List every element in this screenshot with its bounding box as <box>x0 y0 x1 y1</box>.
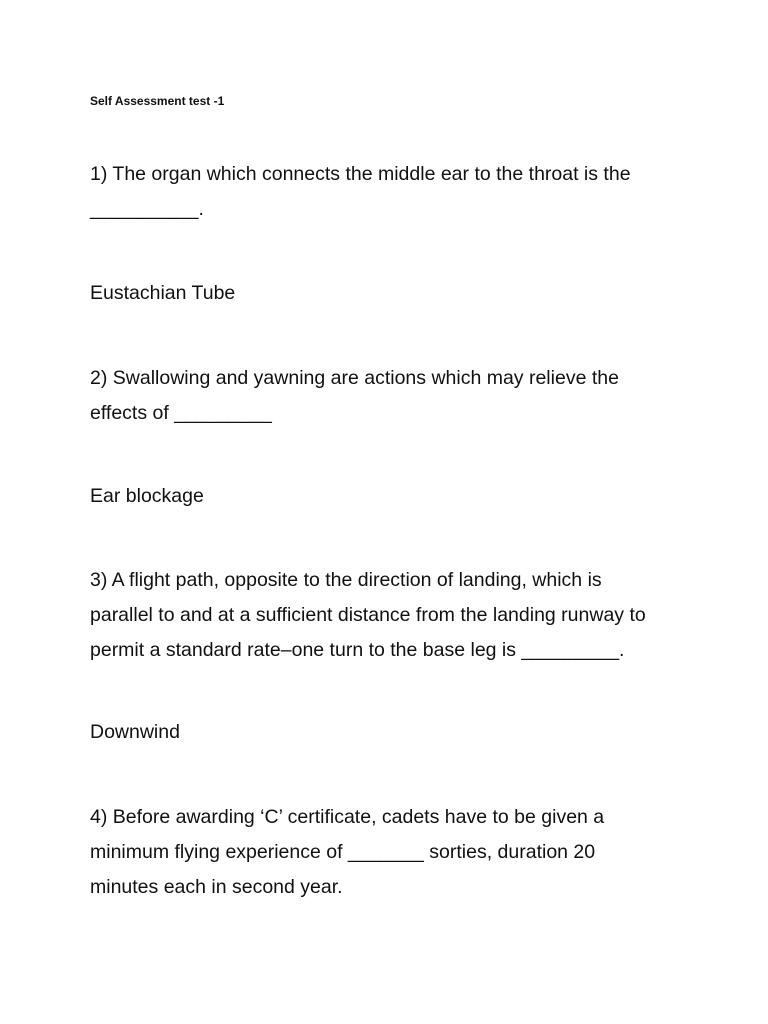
answer-2: Ear blockage <box>90 485 204 507</box>
answer-3: Downwind <box>90 721 180 743</box>
question-4-line-3: minutes each in second year. <box>90 876 343 898</box>
question-3-line-1: 3) A flight path, opposite to the direction of landing, which is <box>90 569 602 591</box>
question-4-line-1: 4) Before awarding ‘C’ certificate, cadets have to be given a <box>90 806 605 828</box>
question-2-line-2: effects of _________ <box>90 402 272 424</box>
question-2 <box>90 361 690 431</box>
question-3 <box>90 563 690 668</box>
question-1-line-1: 1) The organ which connects the middle ear to the throat is the <box>90 163 631 185</box>
question-3-line-3: permit a standard rate–one turn to the base leg is _________. <box>90 639 625 661</box>
question-1 <box>90 157 690 227</box>
question-1-line-2: __________. <box>90 198 204 220</box>
question-2-line-1: 2) Swallowing and yawning are actions which may relieve the <box>90 367 619 389</box>
question-4-line-2: minimum flying experience of _______ sorties, duration 20 <box>90 841 596 863</box>
answer-1: Eustachian Tube <box>90 282 236 304</box>
document-title: Self Assessment test -1 <box>90 94 225 108</box>
question-4 <box>90 800 690 905</box>
question-3-line-2: parallel to and at a sufficient distance from the landing runway to <box>90 604 646 626</box>
